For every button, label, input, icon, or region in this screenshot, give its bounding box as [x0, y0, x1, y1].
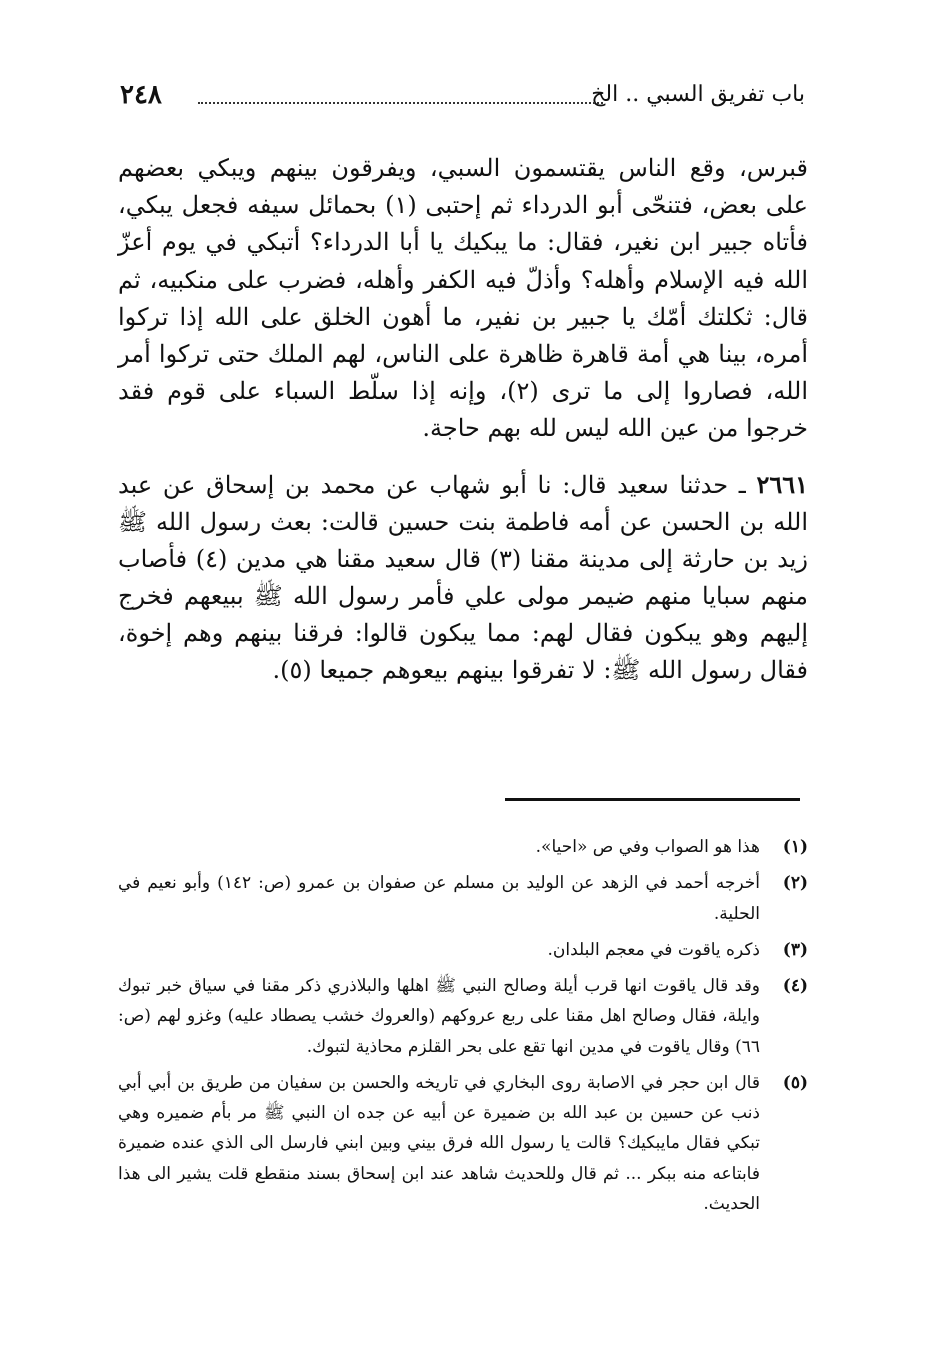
- footnote-item: [118, 1068, 808, 1219]
- footnote-marker: (١): [782, 837, 808, 857]
- footnote-marker: (٢): [782, 873, 808, 894]
- footnote-text: وقد قال ياقوت انها قرب أيلة وصالح النبي ﷺ اهلها والبلاذري ذكر مقنا في سياق خبر تبوك وايلة، فقال وصالح اهل مقنا على ربع عروكهم (والعروك خشب يصطاد عليه) وغزو لهم (ص: ٦٦) وقال ياقوت في مدين انها تقع على بحر القلزم محاذية لتبوك.: [118, 976, 760, 1057]
- main-paragraph-text: قبرس، وقع الناس يقتسمون السبي، ويفرقون بينهم ويبكي بعضهم على بعض، فتنحّى أبو الدرداء ثم إحتبى (١) بحمائل سيفه فجعل يبكي، فأتاه جبير ابن نغير، فقال: ما يبكيك يا أبا الدرداء؟ أتبكي في يوم أعزّ الله فيه الإسلام وأهله؟ وأذلّ فيه الكفر وأهله، فضرب على منكبيه، ثم قال: ثكلتك أمّك يا جبير بن نفير، ما أهون الخلق على الله إذا تركوا أمره، بينا هي أمة قاهرة ظاهرة على الناس، لهم الملك حتى تركوا أمر الله، فصاروا إلى ما ترى (٢)، وإنه إذا سلّط السباء على قوم فقد خرجوا من عين الله ليس لله بهم حاجة.: [118, 154, 808, 443]
- header-dotted-leader: [198, 102, 603, 104]
- footnote-marker: (٥): [782, 1072, 808, 1093]
- footnote-text: ذكره ياقوت في معجم البلدان.: [547, 939, 760, 960]
- footnote-item: [118, 832, 808, 862]
- chapter-title: باب تفريق السبي .. الخ: [591, 82, 805, 107]
- footnote-item: [118, 868, 808, 929]
- page-header: [120, 82, 805, 116]
- footnote-text: أخرجه أحمد في الزهد عن الوليد بن مسلم عن صفوان بن عمرو (ص: ١٤٢) وأبو نعيم في الحلية.: [118, 873, 761, 924]
- footnote-item: [118, 935, 808, 965]
- footnote-marker: (٣): [782, 939, 808, 960]
- footnote-text: قال ابن حجر في الاصابة روى البخاري في تاريخه والحسن بن سفيان من طريق بن أبي أبي ذنب عن حسين بن عبد الله بن ضميرة عن أبيه عن جده ان النبي ﷺ مر بأم ضميره وهي تبكي فقال مايبكيك؟ قالت يا رسول الله فرق بيني وبين ابني فارسل الى الذي عنده ضميرة فابتاعه منه ببكر ... ثم قال وللحديث شاهد عند ابن إسحاق بسند منقطع قلت يشير الى هذا الحديث.: [118, 1072, 760, 1214]
- footnotes-section: [118, 832, 808, 1225]
- page-number: ٢٤٨: [120, 80, 162, 110]
- main-body-text: [118, 150, 808, 690]
- footnote-divider: [505, 798, 800, 801]
- footnote-item: [118, 971, 808, 1062]
- footnote-marker: (٤): [782, 976, 808, 996]
- footnote-text: هذا هو الصواب وفي ص «احيا».: [535, 837, 760, 857]
- hadith-number: ٢٦٦١: [756, 469, 808, 499]
- hadith-text: ـ حدثنا سعيد قال: نا أبو شهاب عن محمد بن إسحاق عن عبد الله بن الحسن عن أمه فاطمة بنت حسين قالت: بعث رسول الله ﷺ زيد بن حارثة إلى مدينة مقنا (٣) قال سعيد مقنا هي مدين (٤) فأصاب منهم سبايا منهم ضيمر مولى علي فأمر رسول الله ﷺ ببيعهم فخرج إليهم وهو يبكون فقال لهم: مما يبكون قالوا: فرقنا بينهم وهم إخوة، فقال رسول الله ﷺ: لا تفرقوا بينهم بيعوهم جميعا (٥).: [118, 470, 809, 685]
- main-paragraph: [118, 150, 808, 448]
- hadith-paragraph: [118, 466, 808, 690]
